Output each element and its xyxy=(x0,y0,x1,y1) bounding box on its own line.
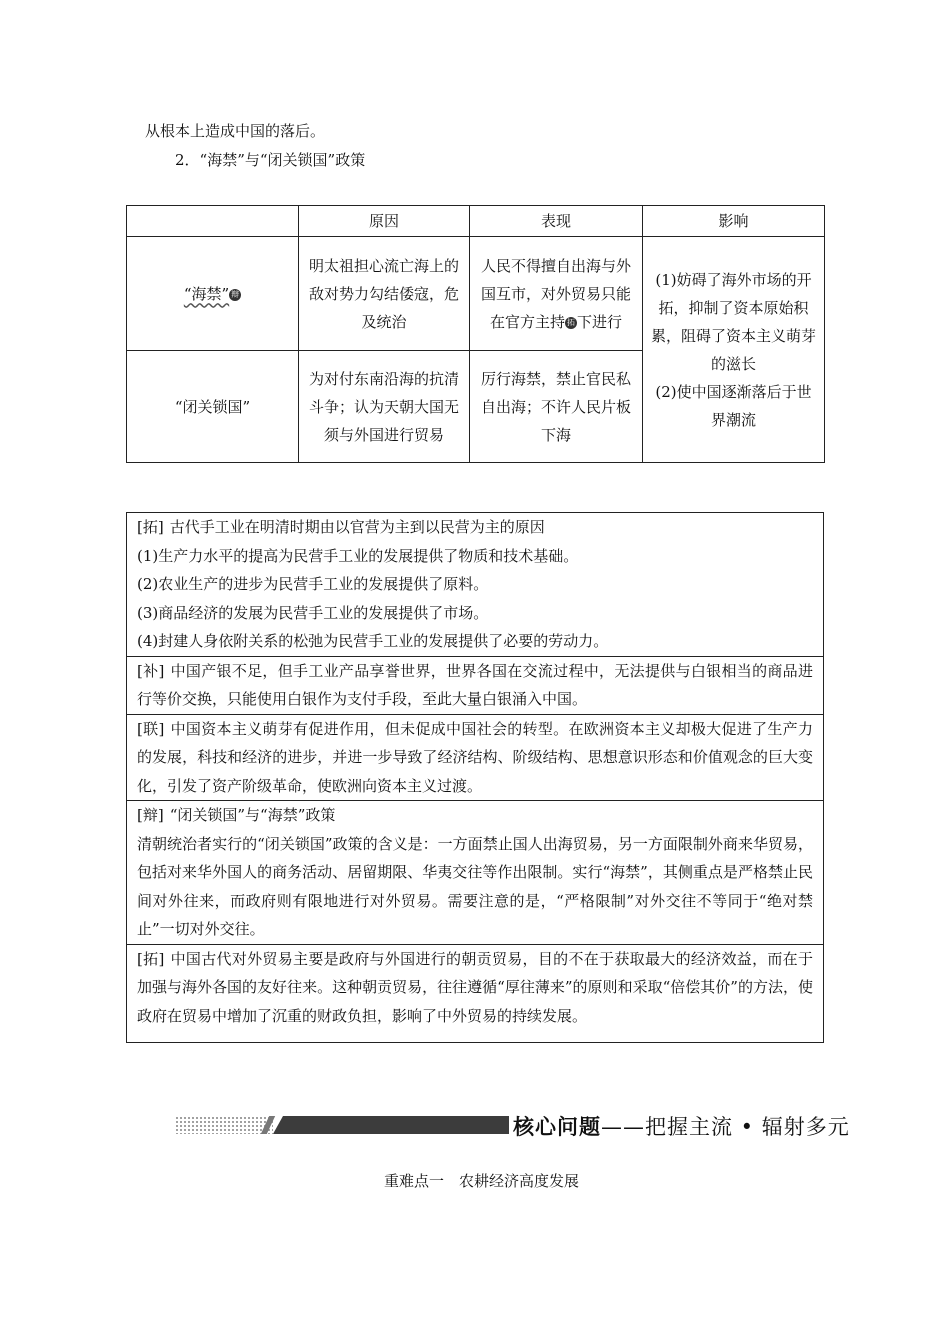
table-row-haijin xyxy=(127,237,825,351)
banner-dot-pattern xyxy=(175,1116,273,1134)
note-paragraph: 清朝统治者实行的“闭关锁国”政策的含义是：一方面禁止国人出海贸易，另一方面限制外商来华贸易，包括对来华外国人的商务活动、居留期限、华夷交往等作出限制。实行“海禁”，其侧重点是严格禁止民间对外往来，而政府则有限地进行对外贸易。需要注意的是，“严格限制”对外交往不等同于“绝对禁止”一切对外交往。 xyxy=(137,834,813,938)
note-tag: [联] xyxy=(137,719,165,738)
impact-point-1: (1)妨碍了海外市场的开拓，抑制了资本原始积累，阻碍了资本主义萌芽的滋长 xyxy=(650,270,816,373)
policy-comparison-table xyxy=(126,205,825,463)
biguan-label: “闭关锁国” xyxy=(174,397,251,416)
header-impact: 影响 xyxy=(643,206,825,237)
banner-title-rest: ——把握主流 • 辐射多元 xyxy=(601,1115,850,1139)
cause-biguan: 为对付东南沿海的抗清斗争；认为天朝大国无须与外国进行贸易 xyxy=(299,351,470,463)
note-connection xyxy=(127,714,823,801)
note-expand-1 xyxy=(127,513,823,656)
banner-bar xyxy=(273,1116,509,1134)
manifestation-biguan: 厉行海禁，禁止官民私自出海；不许人民片板下海 xyxy=(470,351,643,463)
manifestation-haijin-tail: 下进行 xyxy=(577,312,623,331)
manifestation-haijin xyxy=(470,237,643,351)
note-expand-2 xyxy=(127,944,823,1043)
note-paragraph: (1)生产力水平的提高为民营手工业的发展提供了物质和技术基础。 xyxy=(137,546,579,565)
note-paragraph: [联] 中国资本主义萌芽有促进作用，但未促成中国社会的转型。在欧洲资本主义却极大促进了生产力的发展，科技和经济的进步，并进一步导致了经济结构、阶级结构、思想意识形态和价值观念的巨大变化，引发了资产阶级革命，使欧洲向资本主义过渡。 xyxy=(137,719,813,795)
note-tag: [补] xyxy=(137,661,165,680)
note-paragraph: [辩] “闭关锁国”与“海禁”政策 xyxy=(137,806,336,824)
header-empty xyxy=(127,206,299,237)
header-cause: 原因 xyxy=(299,206,470,237)
impact-cell xyxy=(643,237,825,463)
section-heading: 2．“海禁”与“闭关锁国”政策 xyxy=(175,151,366,169)
note-supplement xyxy=(127,656,823,714)
note-tag: [拓] xyxy=(137,949,165,968)
intro-line: 从根本上造成中国的落后。 xyxy=(145,122,326,140)
note-paragraph: (2)农业生产的进步为民营手工业的发展提供了原料。 xyxy=(137,575,489,593)
cause-haijin: 明太祖担心流亡海上的敌对势力勾结倭寇，危及统治 xyxy=(299,237,470,351)
note-paragraph: [拓] 中国古代对外贸易主要是政府与外国进行的朝贡贸易，目的不在于获取最大的经济效益，而在于加强与海外各国的友好往来。这种朝贡贸易，往往遵循“厚往薄来”的原则和采取“倍偿其价”的方法，使政府在贸易中增加了沉重的财政负担，影响了中外贸易的持续发展。 xyxy=(137,949,813,1025)
section-banner xyxy=(175,1110,850,1140)
tuo-marker-icon: 拓 xyxy=(567,317,575,327)
banner-title xyxy=(513,1111,850,1141)
header-manifestation: 表现 xyxy=(470,206,643,237)
note-paragraph: [拓] 古代手工业在明清时期由以官营为主到以民营为主的原因 xyxy=(137,518,545,536)
row-label-haijin xyxy=(127,237,299,351)
subheading: 重难点一 农耕经济高度发展 xyxy=(384,1172,580,1190)
table-header-row xyxy=(127,206,825,237)
row-label-biguan xyxy=(127,351,299,463)
note-distinguish xyxy=(127,800,823,944)
banner-title-bold: 核心问题 xyxy=(513,1115,601,1139)
impact-point-2: (2)使中国逐渐落后于世界潮流 xyxy=(655,382,812,429)
note-tag: [辩] xyxy=(137,806,164,824)
note-paragraph: (3)商品经济的发展为民营手工业的发展提供了市场。 xyxy=(137,603,489,622)
manifestation-haijin-text: 人民不得擅自出海与外国互市，对外贸易只能在官方主持 xyxy=(480,256,631,331)
notes-box xyxy=(126,512,824,1043)
note-paragraph: (4)封建人身依附关系的松弛为民营手工业的发展提供了必要的劳动力。 xyxy=(137,632,609,650)
note-tag: [拓] xyxy=(137,518,164,536)
note-paragraph: [补] 中国产银不足，但手工业产品享誉世界，世界各国在交流过程中，无法提供与白银相当的商品进行等价交换，只能使用白银作为支付手段，至此大量白银涌入中国。 xyxy=(137,661,813,708)
haijin-label: “海禁” xyxy=(183,284,230,303)
bian-marker-icon: 辩 xyxy=(231,289,240,299)
